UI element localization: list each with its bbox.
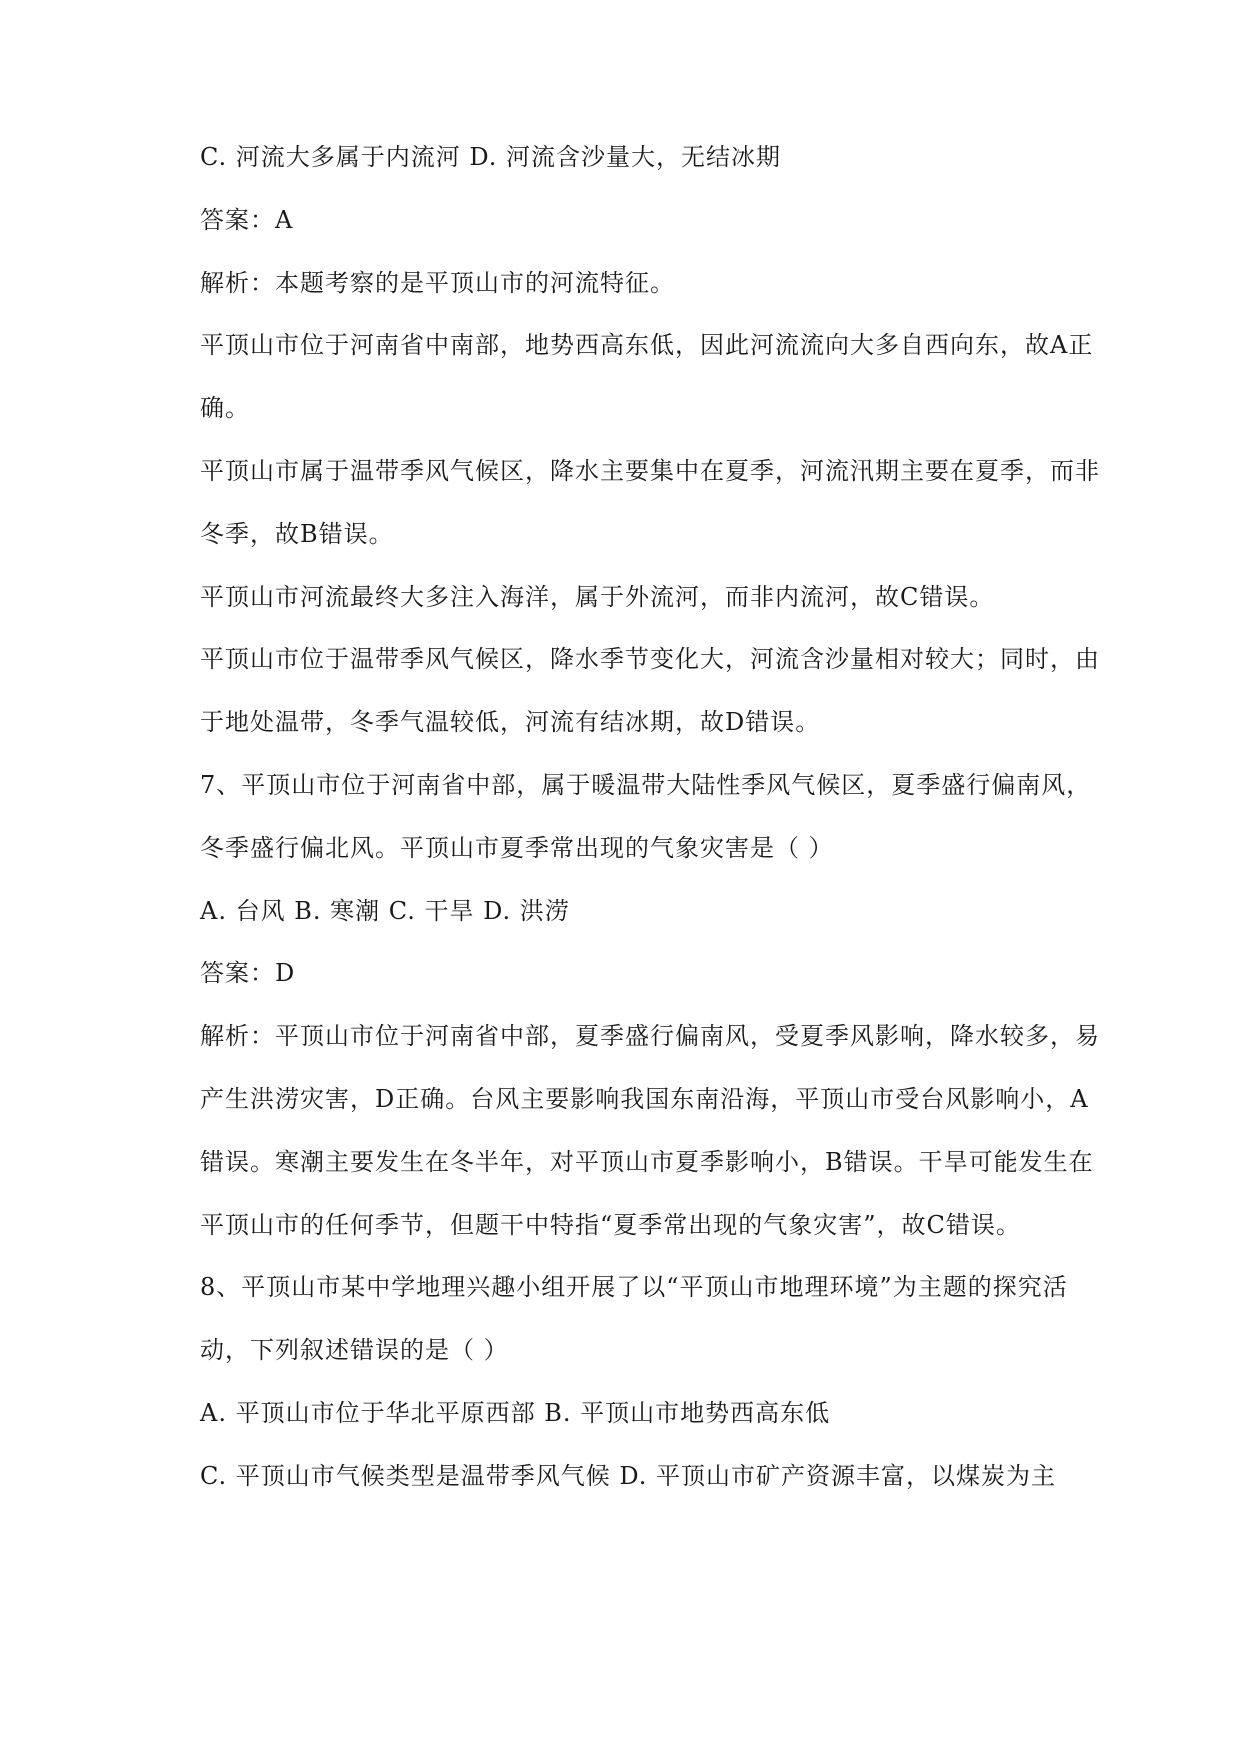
explanation-line: 确。 <box>200 394 250 423</box>
question-8-options-a-b: A. 平顶山市位于华北平原西部 B. 平顶山市地势西高东低 <box>200 1398 831 1427</box>
question-8-options-c-d: C. 平顶山市气候类型是温带季风气候 D. 平顶山市矿产资源丰富，以煤炭为主 <box>200 1461 1057 1490</box>
explanation-line: 平顶山市属于温带季风气候区，降水主要集中在夏季，河流汛期主要在夏季，而非 <box>200 456 1100 485</box>
question-7-line: 冬季盛行偏北风。平顶山市夏季常出现的气象灾害是（ ） <box>200 833 834 862</box>
question-7-line: 7、平顶山市位于河南省中部，属于暖温带大陆性季风气候区，夏季盛行偏南风， <box>200 770 1092 799</box>
explanation-line: 平顶山市的任何季节，但题干中特指“夏季常出现的气象灾害”，故C错误。 <box>200 1210 1021 1239</box>
option-line-c-d: C. 河流大多属于内流河 D. 河流含沙量大，无结冰期 <box>200 143 782 171</box>
question-7-options: A. 台风 B. 寒潮 C. 干旱 D. 洪涝 <box>200 896 570 925</box>
explanation-line: 产生洪涝灾害，D正确。台风主要影响我国东南沿海，平顶山市受台风影响小，A <box>200 1084 1089 1113</box>
explanation-line: 冬季，故B错误。 <box>200 519 394 548</box>
document-body <box>200 139 1100 1521</box>
explanation-line: 平顶山市位于河南省中南部，地势西高东低，因此河流流向大多自西向东，故A正 <box>200 331 1094 360</box>
question-8-line: 动，下列叙述错误的是（ ） <box>200 1336 509 1365</box>
explanation-line: 错误。寒潮主要发生在冬半年，对平顶山市夏季影响小，B错误。干旱可能发生在 <box>200 1147 1094 1176</box>
answer-line: 答案：A <box>200 205 294 234</box>
explanation-line: 解析：本题考察的是平顶山市的河流特征。 <box>200 268 675 297</box>
explanation-line: 解析：平顶山市位于河南省中部，夏季盛行偏南风，受夏季风影响，降水较多，易 <box>200 1022 1100 1051</box>
explanation-line: 平顶山市位于温带季风气候区，降水季节变化大，河流含沙量相对较大；同时，由 <box>200 645 1100 674</box>
explanation-line: 平顶山市河流最终大多注入海洋，属于外流河，而非内流河，故C错误。 <box>200 582 995 611</box>
explanation-line: 于地处温带，冬季气温较低，河流有结冰期，故D错误。 <box>200 708 821 737</box>
answer-line: 答案：D <box>200 959 296 988</box>
question-8-line: 8、平顶山市某中学地理兴趣小组开展了以“平顶山市地理环境”为主题的探究活 <box>200 1273 1068 1302</box>
